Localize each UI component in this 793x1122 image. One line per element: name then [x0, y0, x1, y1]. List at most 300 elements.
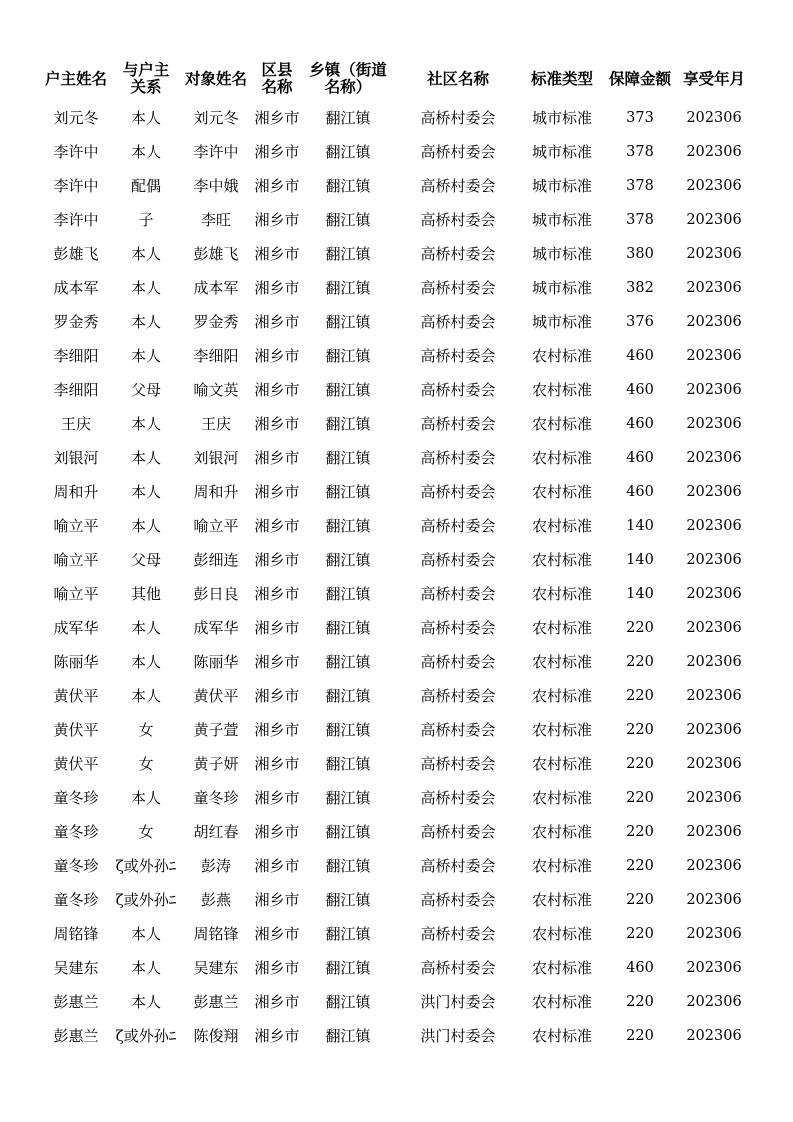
- cell-amount: 220: [626, 620, 654, 636]
- cell-county: 湘乡市: [254, 653, 300, 671]
- cell-community: 洪门村委会: [420, 1027, 496, 1045]
- cell-subject: 喻文英: [193, 381, 239, 399]
- cell-county: 湘乡市: [254, 449, 300, 467]
- cell-period: 202306: [686, 722, 742, 738]
- cell-amount: 220: [626, 722, 654, 738]
- cell-householder: 李许中: [53, 177, 99, 195]
- cell-subject: 成军华: [193, 619, 239, 637]
- cell-period: 202306: [686, 212, 742, 228]
- cell-subject: 彭惠兰: [193, 993, 239, 1011]
- cell-county: 湘乡市: [254, 109, 300, 127]
- cell-relation: 女: [138, 721, 154, 739]
- cell-community: 高桥村委会: [420, 245, 496, 263]
- table-row: [0, 135, 793, 169]
- cell-community: 高桥村委会: [420, 449, 496, 467]
- header-county-line1: 区县: [261, 61, 293, 79]
- cell-amount: 220: [626, 994, 654, 1010]
- cell-town: 翻江镇: [325, 313, 371, 331]
- cell-county: 湘乡市: [254, 143, 300, 161]
- cell-amount: 382: [626, 280, 654, 296]
- cell-county: 湘乡市: [254, 347, 300, 365]
- cell-standard: 农村标准: [531, 789, 592, 807]
- cell-standard: 农村标准: [531, 755, 592, 773]
- cell-subject: 李中娥: [193, 177, 239, 195]
- cell-householder: 吴建东: [53, 959, 99, 977]
- cell-town: 翻江镇: [325, 619, 371, 637]
- cell-householder: 成本军: [53, 279, 99, 297]
- cell-period: 202306: [686, 110, 742, 126]
- cell-householder: 黄伏平: [53, 687, 99, 705]
- cell-community: 高桥村委会: [420, 551, 496, 569]
- table-row: [0, 339, 793, 373]
- header-amount: [602, 58, 678, 100]
- header-town: [302, 58, 394, 100]
- cell-county: 湘乡市: [254, 245, 300, 263]
- cell-subject: 黄子妍: [193, 755, 239, 773]
- cell-householder: 李许中: [53, 211, 99, 229]
- cell-community: 高桥村委会: [420, 619, 496, 637]
- cell-amount: 378: [626, 178, 654, 194]
- cell-period: 202306: [686, 1028, 742, 1044]
- cell-town: 翻江镇: [325, 415, 371, 433]
- cell-town: 翻江镇: [325, 789, 371, 807]
- cell-period: 202306: [686, 348, 742, 364]
- table-row: [0, 203, 793, 237]
- cell-relation: 本人: [130, 653, 161, 671]
- cell-subject: 彭燕: [200, 891, 231, 909]
- cell-community: 高桥村委会: [420, 789, 496, 807]
- cell-amount: 220: [626, 892, 654, 908]
- cell-subject: 李细阳: [193, 347, 239, 365]
- cell-town: 翻江镇: [325, 245, 371, 263]
- header-community: [404, 58, 512, 100]
- cell-standard: 农村标准: [531, 585, 592, 603]
- cell-period: 202306: [686, 484, 742, 500]
- cell-householder: 彭惠兰: [53, 1027, 99, 1045]
- cell-relation: 本人: [130, 789, 161, 807]
- cell-amount: 220: [626, 1028, 654, 1044]
- cell-subject: 刘元冬: [193, 109, 239, 127]
- cell-county: 湘乡市: [254, 551, 300, 569]
- cell-period: 202306: [686, 382, 742, 398]
- cell-town: 翻江镇: [325, 687, 371, 705]
- cell-period: 202306: [686, 994, 742, 1010]
- cell-subject: 彭雄飞: [193, 245, 239, 263]
- cell-community: 高桥村委会: [420, 517, 496, 535]
- cell-householder: 彭雄飞: [53, 245, 99, 263]
- cell-county: 湘乡市: [254, 619, 300, 637]
- cell-householder: 彭惠兰: [53, 993, 99, 1011]
- cell-householder: 童冬珍: [53, 857, 99, 875]
- cell-community: 高桥村委会: [420, 755, 496, 773]
- cell-community: 高桥村委会: [420, 313, 496, 331]
- cell-town: 翻江镇: [325, 483, 371, 501]
- cell-period: 202306: [686, 688, 742, 704]
- header-period-label: 享受年月: [682, 69, 745, 88]
- cell-relation: 本人: [130, 245, 161, 263]
- table-row: [0, 951, 793, 985]
- cell-householder: 王庆: [60, 415, 91, 433]
- cell-period: 202306: [686, 620, 742, 636]
- cell-period: 202306: [686, 280, 742, 296]
- table-row: [0, 509, 793, 543]
- cell-period: 202306: [686, 246, 742, 262]
- table-row: [0, 271, 793, 305]
- cell-amount: 460: [626, 416, 654, 432]
- cell-subject: 罗金秀: [193, 313, 239, 331]
- header-householder-label: 户主姓名: [44, 69, 107, 88]
- cell-amount: 460: [626, 484, 654, 500]
- cell-standard: 农村标准: [531, 449, 592, 467]
- cell-householder: 童冬珍: [53, 789, 99, 807]
- cell-community: 高桥村委会: [420, 857, 496, 875]
- table-header: [0, 58, 793, 100]
- cell-town: 翻江镇: [325, 857, 371, 875]
- cell-county: 湘乡市: [254, 959, 300, 977]
- cell-relation: 本人: [130, 993, 161, 1011]
- cell-town: 翻江镇: [325, 347, 371, 365]
- header-relation-line1: 与户主: [122, 61, 170, 79]
- cell-standard: 城市标准: [531, 177, 592, 195]
- table-row: [0, 237, 793, 271]
- cell-period: 202306: [686, 552, 742, 568]
- table-row: [0, 543, 793, 577]
- cell-town: 翻江镇: [325, 449, 371, 467]
- cell-community: 高桥村委会: [420, 211, 496, 229]
- table-row: [0, 475, 793, 509]
- cell-subject: 彭日良: [193, 585, 239, 603]
- cell-community: 高桥村委会: [420, 925, 496, 943]
- cell-relation: 本人: [130, 619, 161, 637]
- cell-relation: 本人: [130, 517, 161, 535]
- cell-town: 翻江镇: [325, 143, 371, 161]
- table-row: [0, 169, 793, 203]
- table-row: [0, 917, 793, 951]
- cell-subject: 吴建东: [193, 959, 239, 977]
- cell-town: 翻江镇: [325, 109, 371, 127]
- header-amount-label: 保障金额: [608, 69, 671, 88]
- cell-period: 202306: [686, 756, 742, 772]
- cell-subject: 黄子萱: [193, 721, 239, 739]
- cell-period: 202306: [686, 824, 742, 840]
- cell-subject: 周铭锋: [193, 925, 239, 943]
- cell-standard: 农村标准: [531, 1027, 592, 1045]
- cell-county: 湘乡市: [254, 891, 300, 909]
- cell-community: 高桥村委会: [420, 687, 496, 705]
- cell-standard: 城市标准: [531, 245, 592, 263]
- table-row: [0, 747, 793, 781]
- cell-relation: 本人: [130, 415, 161, 433]
- cell-town: 翻江镇: [325, 959, 371, 977]
- cell-householder: 李许中: [53, 143, 99, 161]
- table-row: [0, 101, 793, 135]
- table-row: [0, 849, 793, 883]
- cell-amount: 140: [626, 518, 654, 534]
- cell-subject: 黄伏平: [193, 687, 239, 705]
- cell-period: 202306: [686, 586, 742, 602]
- cell-subject: 胡红春: [193, 823, 239, 841]
- cell-community: 高桥村委会: [420, 585, 496, 603]
- cell-subject: 彭涛: [200, 857, 231, 875]
- cell-county: 湘乡市: [254, 313, 300, 331]
- cell-community: 高桥村委会: [420, 415, 496, 433]
- cell-town: 翻江镇: [325, 755, 371, 773]
- table-row: [0, 577, 793, 611]
- cell-subject: 陈俊翔: [193, 1027, 239, 1045]
- header-subject-label: 对象姓名: [184, 69, 247, 88]
- cell-standard: 农村标准: [531, 517, 592, 535]
- cell-householder: 陈丽华: [53, 653, 99, 671]
- cell-community: 高桥村委会: [420, 279, 496, 297]
- cell-town: 翻江镇: [325, 721, 371, 739]
- cell-relation: 父母: [130, 551, 161, 569]
- cell-community: 高桥村委会: [420, 891, 496, 909]
- cell-relation: 父母: [130, 381, 161, 399]
- cell-county: 湘乡市: [254, 823, 300, 841]
- cell-relation: 本人: [130, 347, 161, 365]
- cell-amount: 220: [626, 926, 654, 942]
- cell-relation: ζ或外孙ﾆ: [115, 857, 177, 875]
- cell-town: 翻江镇: [325, 279, 371, 297]
- cell-relation: ζ或外孙ﾆ: [115, 891, 177, 909]
- table-row: [0, 305, 793, 339]
- cell-standard: 农村标准: [531, 959, 592, 977]
- cell-householder: 喻立平: [53, 517, 99, 535]
- header-relation: [114, 58, 178, 100]
- cell-town: 翻江镇: [325, 823, 371, 841]
- cell-amount: 378: [626, 212, 654, 228]
- cell-amount: 378: [626, 144, 654, 160]
- cell-standard: 城市标准: [531, 211, 592, 229]
- cell-community: 高桥村委会: [420, 381, 496, 399]
- cell-householder: 李细阳: [53, 381, 99, 399]
- cell-amount: 220: [626, 824, 654, 840]
- table-row: [0, 679, 793, 713]
- table-row: [0, 781, 793, 815]
- cell-standard: 农村标准: [531, 823, 592, 841]
- cell-standard: 农村标准: [531, 857, 592, 875]
- cell-period: 202306: [686, 144, 742, 160]
- cell-amount: 140: [626, 586, 654, 602]
- cell-relation: 本人: [130, 483, 161, 501]
- cell-community: 高桥村委会: [420, 109, 496, 127]
- cell-standard: 农村标准: [531, 925, 592, 943]
- cell-amount: 220: [626, 688, 654, 704]
- cell-community: 高桥村委会: [420, 347, 496, 365]
- cell-county: 湘乡市: [254, 585, 300, 603]
- cell-amount: 460: [626, 450, 654, 466]
- cell-period: 202306: [686, 518, 742, 534]
- cell-county: 湘乡市: [254, 755, 300, 773]
- cell-relation: 本人: [130, 959, 161, 977]
- cell-householder: 刘元冬: [53, 109, 99, 127]
- cell-standard: 农村标准: [531, 721, 592, 739]
- cell-community: 高桥村委会: [420, 143, 496, 161]
- cell-householder: 童冬珍: [53, 823, 99, 841]
- cell-standard: 农村标准: [531, 347, 592, 365]
- cell-subject: 周和升: [193, 483, 239, 501]
- cell-town: 翻江镇: [325, 585, 371, 603]
- header-town-line1: 乡镇（街道: [309, 61, 387, 79]
- cell-householder: 周和升: [53, 483, 99, 501]
- cell-standard: 城市标准: [531, 143, 592, 161]
- cell-householder: 李细阳: [53, 347, 99, 365]
- cell-period: 202306: [686, 416, 742, 432]
- cell-community: 洪门村委会: [420, 993, 496, 1011]
- header-standard: [524, 58, 600, 100]
- cell-town: 翻江镇: [325, 517, 371, 535]
- cell-period: 202306: [686, 654, 742, 670]
- cell-relation: 本人: [130, 925, 161, 943]
- cell-county: 湘乡市: [254, 211, 300, 229]
- cell-county: 湘乡市: [254, 687, 300, 705]
- cell-community: 高桥村委会: [420, 483, 496, 501]
- table-row: [0, 373, 793, 407]
- cell-county: 湘乡市: [254, 177, 300, 195]
- cell-period: 202306: [686, 314, 742, 330]
- cell-community: 高桥村委会: [420, 653, 496, 671]
- cell-standard: 城市标准: [531, 279, 592, 297]
- cell-householder: 喻立平: [53, 585, 99, 603]
- cell-period: 202306: [686, 450, 742, 466]
- cell-town: 翻江镇: [325, 925, 371, 943]
- cell-amount: 376: [626, 314, 654, 330]
- cell-relation: 子: [138, 211, 154, 229]
- header-householder: [38, 58, 114, 100]
- cell-county: 湘乡市: [254, 415, 300, 433]
- cell-subject: 彭细连: [193, 551, 239, 569]
- table-row: [0, 407, 793, 441]
- cell-county: 湘乡市: [254, 789, 300, 807]
- cell-relation: 本人: [130, 109, 161, 127]
- cell-subject: 李旺: [200, 211, 231, 229]
- cell-standard: 农村标准: [531, 993, 592, 1011]
- header-town-line2: 名称）: [324, 78, 372, 96]
- cell-amount: 460: [626, 960, 654, 976]
- cell-subject: 成本军: [193, 279, 239, 297]
- cell-subject: 李许中: [193, 143, 239, 161]
- table-row: [0, 645, 793, 679]
- cell-standard: 农村标准: [531, 415, 592, 433]
- header-relation-line2: 关系: [130, 78, 162, 96]
- cell-amount: 220: [626, 858, 654, 874]
- cell-amount: 373: [626, 110, 654, 126]
- cell-town: 翻江镇: [325, 891, 371, 909]
- cell-period: 202306: [686, 960, 742, 976]
- cell-standard: 农村标准: [531, 687, 592, 705]
- cell-period: 202306: [686, 858, 742, 874]
- cell-standard: 城市标准: [531, 109, 592, 127]
- table-row: [0, 883, 793, 917]
- cell-relation: 其他: [130, 585, 161, 603]
- header-community-label: 社区名称: [426, 69, 489, 88]
- cell-amount: 220: [626, 756, 654, 772]
- cell-standard: 农村标准: [531, 891, 592, 909]
- cell-relation: 本人: [130, 313, 161, 331]
- cell-relation: 女: [138, 823, 154, 841]
- cell-householder: 周铭锋: [53, 925, 99, 943]
- cell-community: 高桥村委会: [420, 177, 496, 195]
- cell-subject: 陈丽华: [193, 653, 239, 671]
- cell-standard: 农村标准: [531, 619, 592, 637]
- table-row: [0, 815, 793, 849]
- cell-community: 高桥村委会: [420, 823, 496, 841]
- cell-householder: 黄伏平: [53, 755, 99, 773]
- cell-town: 翻江镇: [325, 653, 371, 671]
- table-row: [0, 713, 793, 747]
- cell-town: 翻江镇: [325, 551, 371, 569]
- header-subject: [178, 58, 254, 100]
- cell-householder: 童冬珍: [53, 891, 99, 909]
- cell-amount: 220: [626, 654, 654, 670]
- cell-subject: 喻立平: [193, 517, 239, 535]
- cell-standard: 农村标准: [531, 551, 592, 569]
- table-row: [0, 441, 793, 475]
- cell-county: 湘乡市: [254, 925, 300, 943]
- cell-subject: 童冬珍: [193, 789, 239, 807]
- cell-standard: 农村标准: [531, 653, 592, 671]
- cell-period: 202306: [686, 790, 742, 806]
- cell-householder: 刘银河: [53, 449, 99, 467]
- cell-relation: 本人: [130, 687, 161, 705]
- cell-period: 202306: [686, 926, 742, 942]
- table-row: [0, 985, 793, 1019]
- cell-standard: 农村标准: [531, 483, 592, 501]
- cell-standard: 农村标准: [531, 381, 592, 399]
- cell-amount: 140: [626, 552, 654, 568]
- cell-householder: 喻立平: [53, 551, 99, 569]
- cell-town: 翻江镇: [325, 1027, 371, 1045]
- cell-amount: 220: [626, 790, 654, 806]
- table-row: [0, 611, 793, 645]
- cell-relation: 本人: [130, 449, 161, 467]
- header-county: [254, 58, 300, 100]
- cell-amount: 380: [626, 246, 654, 262]
- cell-period: 202306: [686, 892, 742, 908]
- cell-standard: 城市标准: [531, 313, 592, 331]
- cell-amount: 460: [626, 382, 654, 398]
- cell-county: 湘乡市: [254, 517, 300, 535]
- cell-relation: 女: [138, 755, 154, 773]
- cell-county: 湘乡市: [254, 381, 300, 399]
- cell-county: 湘乡市: [254, 721, 300, 739]
- cell-town: 翻江镇: [325, 993, 371, 1011]
- cell-relation: 本人: [130, 279, 161, 297]
- cell-amount: 460: [626, 348, 654, 364]
- cell-community: 高桥村委会: [420, 721, 496, 739]
- cell-subject: 刘银河: [193, 449, 239, 467]
- cell-county: 湘乡市: [254, 857, 300, 875]
- cell-county: 湘乡市: [254, 1027, 300, 1045]
- cell-community: 高桥村委会: [420, 959, 496, 977]
- cell-householder: 罗金秀: [53, 313, 99, 331]
- cell-county: 湘乡市: [254, 993, 300, 1011]
- cell-county: 湘乡市: [254, 279, 300, 297]
- cell-relation: ζ或外孙ﾆ: [115, 1027, 177, 1045]
- cell-county: 湘乡市: [254, 483, 300, 501]
- cell-period: 202306: [686, 178, 742, 194]
- cell-relation: 本人: [130, 143, 161, 161]
- header-standard-label: 标准类型: [530, 69, 593, 88]
- cell-relation: 配偶: [130, 177, 161, 195]
- header-period: [678, 58, 750, 100]
- header-county-line2: 名称: [261, 78, 293, 96]
- cell-town: 翻江镇: [325, 381, 371, 399]
- cell-householder: 成军华: [53, 619, 99, 637]
- table-row: [0, 1019, 793, 1053]
- cell-town: 翻江镇: [325, 177, 371, 195]
- cell-town: 翻江镇: [325, 211, 371, 229]
